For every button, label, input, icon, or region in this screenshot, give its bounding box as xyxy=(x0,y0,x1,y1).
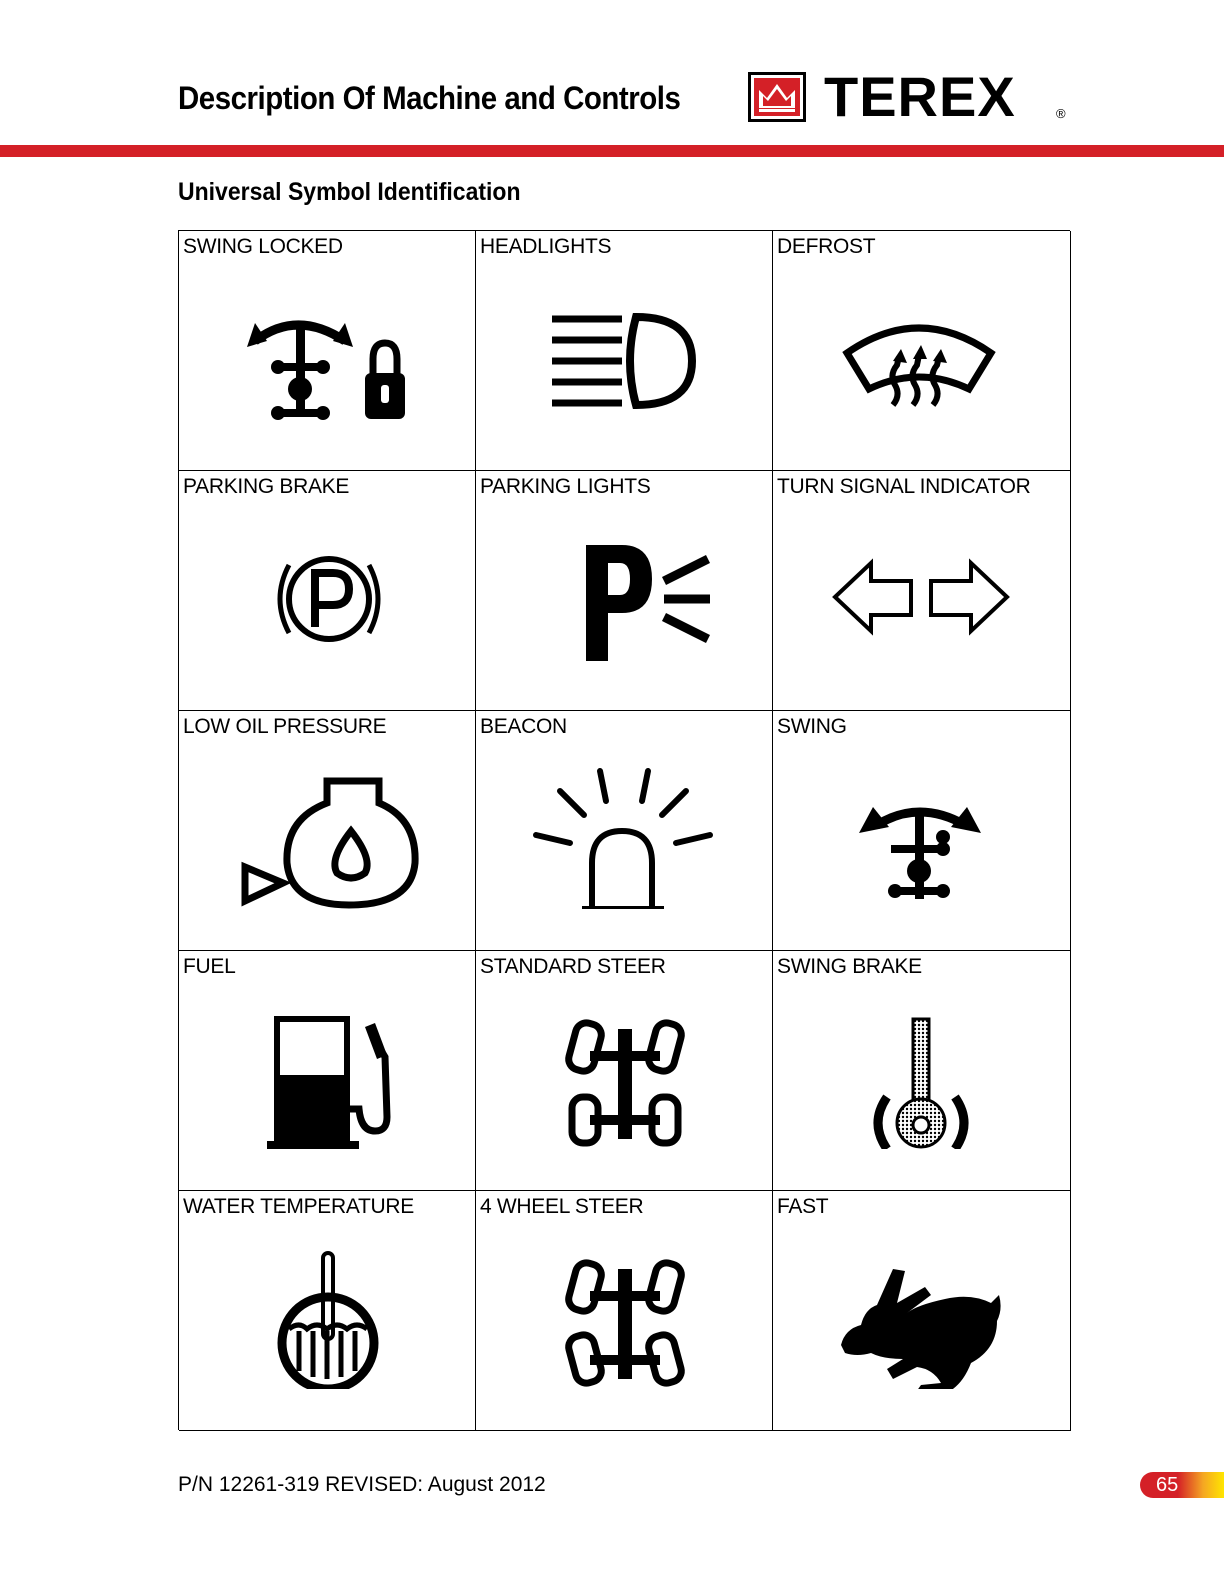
symbol-label: DEFROST xyxy=(777,235,876,258)
symbol-table xyxy=(178,230,1070,1430)
symbol-cell xyxy=(476,711,773,951)
turn-signal-icon xyxy=(821,519,1021,669)
symbol-cell xyxy=(773,471,1071,711)
symbol-cell xyxy=(476,231,773,471)
crown-icon xyxy=(748,72,806,122)
symbol-label: WATER TEMPERATURE xyxy=(183,1195,414,1218)
symbol-cell xyxy=(773,951,1071,1191)
terex-logo xyxy=(748,65,1078,130)
logo-text: TEREX xyxy=(824,65,1016,128)
symbol-label: SWING LOCKED xyxy=(183,235,343,258)
symbol-cell xyxy=(773,1191,1071,1431)
beacon-icon xyxy=(524,759,724,909)
symbol-cell xyxy=(476,951,773,1191)
oil-pressure-icon xyxy=(227,759,427,909)
registered-mark: ® xyxy=(1056,106,1066,121)
headlights-icon xyxy=(524,279,724,429)
symbol-label: SWING BRAKE xyxy=(777,955,922,978)
water-temperature-icon xyxy=(227,1239,427,1389)
swing-brake-icon xyxy=(821,999,1021,1149)
symbol-label: FAST xyxy=(777,1195,829,1218)
page-number: 65 xyxy=(1156,1474,1179,1496)
swing-icon xyxy=(821,759,1021,909)
section-title: Universal Symbol Identification xyxy=(178,178,521,206)
symbol-cell xyxy=(476,1191,773,1431)
symbol-cell xyxy=(179,231,476,471)
defrost-icon xyxy=(821,279,1021,429)
symbol-label: PARKING BRAKE xyxy=(183,475,350,498)
symbol-label: PARKING LIGHTS xyxy=(480,475,651,498)
symbol-label: SWING xyxy=(777,715,847,738)
symbol-cell xyxy=(773,711,1071,951)
fuel-icon xyxy=(227,999,427,1149)
symbol-cell xyxy=(179,951,476,1191)
header-divider xyxy=(0,145,1224,157)
symbol-label: HEADLIGHTS xyxy=(480,235,612,258)
part-number: P/N 12261-319 REVISED: August 2012 xyxy=(178,1473,546,1496)
parking-brake-icon xyxy=(227,519,427,669)
symbol-label: LOW OIL PRESSURE xyxy=(183,715,387,738)
standard-steer-icon xyxy=(524,999,724,1149)
symbol-label: FUEL xyxy=(183,955,236,978)
symbol-cell xyxy=(179,471,476,711)
four-wheel-steer-icon xyxy=(524,1239,724,1389)
symbol-label: BEACON xyxy=(480,715,567,738)
symbol-cell xyxy=(476,471,773,711)
symbol-cell xyxy=(179,711,476,951)
symbol-label: STANDARD STEER xyxy=(480,955,666,978)
symbol-cell xyxy=(773,231,1071,471)
symbol-cell xyxy=(179,1191,476,1431)
rabbit-icon xyxy=(821,1239,1021,1389)
symbol-label: 4 WHEEL STEER xyxy=(480,1195,644,1218)
swing-locked-icon xyxy=(227,279,427,429)
page-number-badge xyxy=(1140,1472,1224,1498)
parking-lights-icon xyxy=(524,519,724,669)
page-title: Description Of Machine and Controls xyxy=(178,80,681,116)
symbol-label: TURN SIGNAL INDICATOR xyxy=(777,475,1031,498)
